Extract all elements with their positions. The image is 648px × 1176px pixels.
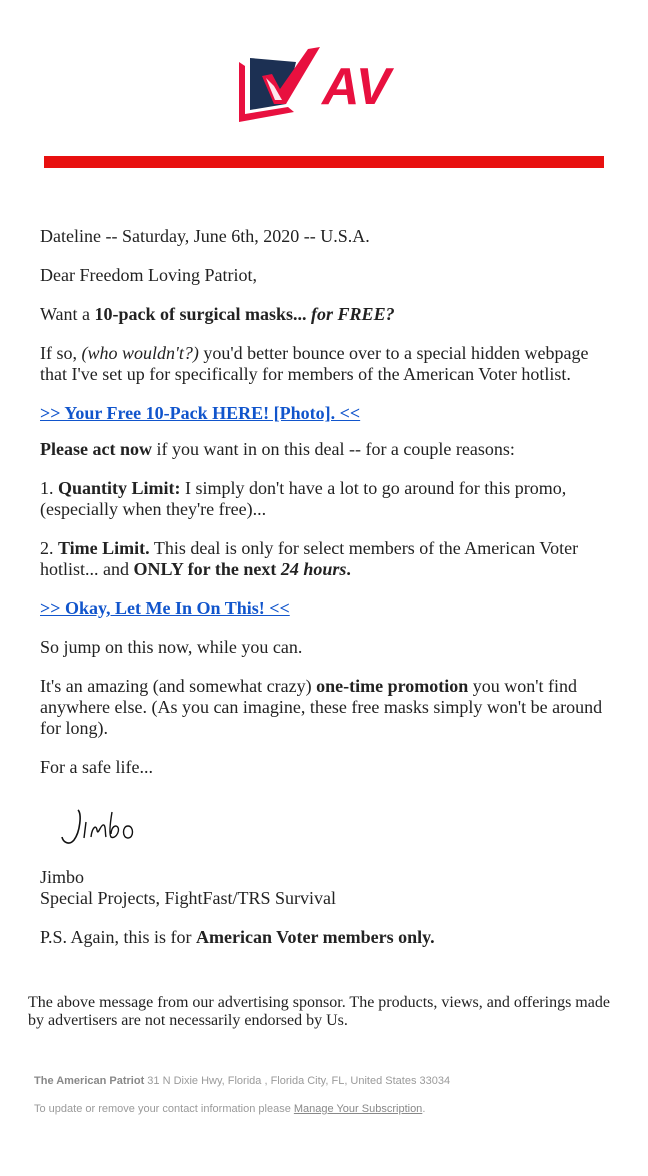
reason2-rest: This deal is only for select members of the American Voter hotlist... and — [40, 538, 579, 579]
offer-italic: for FREE? — [306, 304, 395, 324]
reason2-bold: Time Limit. — [58, 538, 150, 558]
signature-image — [60, 804, 150, 848]
signer-title: Special Projects, FightFast/TRS Survival — [40, 888, 336, 908]
sponsor-disclaimer: The above message from our advertising sponsor. The products, views, and offerings made by advertisers are not necessarily endorsed by Us. — [28, 994, 610, 1029]
footer-end: . — [422, 1103, 426, 1115]
footer-update-text: To update or remove your contact information please — [34, 1103, 294, 1115]
ps-line — [40, 927, 608, 948]
footer-company: The American Patriot — [34, 1075, 145, 1087]
footer-address — [34, 1075, 450, 1087]
signer-block — [40, 867, 608, 909]
header-divider-bar — [44, 156, 604, 168]
reason1-rest: I simply don't have a lot to go around for this promo, (especially when they're free)... — [40, 478, 567, 519]
amazing-rest: you won't find anywhere else. (As you can imagine, these free masks simply won't be around for long). — [40, 676, 603, 738]
hidden-italic: (who wouldn't?) — [81, 343, 199, 363]
reason1-number: 1. — [40, 478, 58, 498]
reason2-end: . — [346, 559, 351, 579]
signer-name: Jimbo — [40, 867, 85, 887]
logo-text: AV — [322, 58, 391, 116]
reason1-bold: Quantity Limit: — [58, 478, 181, 498]
ps-prefix: P.S. Again, this is for — [40, 927, 197, 947]
amazing-prefix: It's an amazing (and somewhat crazy) — [40, 676, 317, 696]
reason2-number: 2. — [40, 538, 58, 558]
reason2-bold2: ONLY for the next — [133, 559, 281, 579]
american-voter-logo — [236, 44, 412, 126]
amazing-bold: one-time promotion — [316, 676, 469, 696]
act-bold: Please act now — [40, 439, 152, 459]
let-me-in-link[interactable]: >> Okay, Let Me In On This! << — [40, 598, 290, 618]
dateline: Dateline -- Saturday, June 6th, 2020 -- U.S.A. — [40, 226, 370, 246]
greeting: Dear Freedom Loving Patriot, — [40, 265, 257, 285]
manage-subscription-link[interactable]: Manage Your Subscription — [293, 1103, 423, 1115]
footer-update — [34, 1103, 425, 1115]
reason-quantity — [40, 478, 608, 520]
hidden-page-paragraph — [40, 343, 608, 385]
offer-prefix: Want a — [40, 304, 95, 324]
act-now-paragraph — [40, 439, 608, 460]
reason-time — [40, 538, 608, 580]
offer-bold: 10-pack of surgical masks... — [94, 304, 307, 324]
closing-line: For a safe life... — [40, 757, 153, 777]
hidden-prefix: If so, — [40, 343, 82, 363]
letter-body — [40, 226, 608, 966]
act-rest: if you want in on this deal -- for a couple reasons: — [151, 439, 515, 459]
free-pack-link[interactable]: >> Your Free 10-Pack HERE! [Photo]. << — [40, 403, 361, 423]
hidden-rest: you'd better bounce over to a special hidden webpage that I've set up for specifically for members of the American Voter hotlist. — [40, 343, 589, 384]
offer-line — [40, 304, 608, 325]
ps-bold: American Voter members only. — [196, 927, 435, 947]
reason2-italic: 24 hours — [280, 559, 347, 579]
footer-address-text: 31 N Dixie Hwy, Florida , Florida City, FL, United States 33034 — [144, 1075, 451, 1087]
amazing-paragraph — [40, 676, 608, 739]
jump-line: So jump on this now, while you can. — [40, 637, 303, 657]
